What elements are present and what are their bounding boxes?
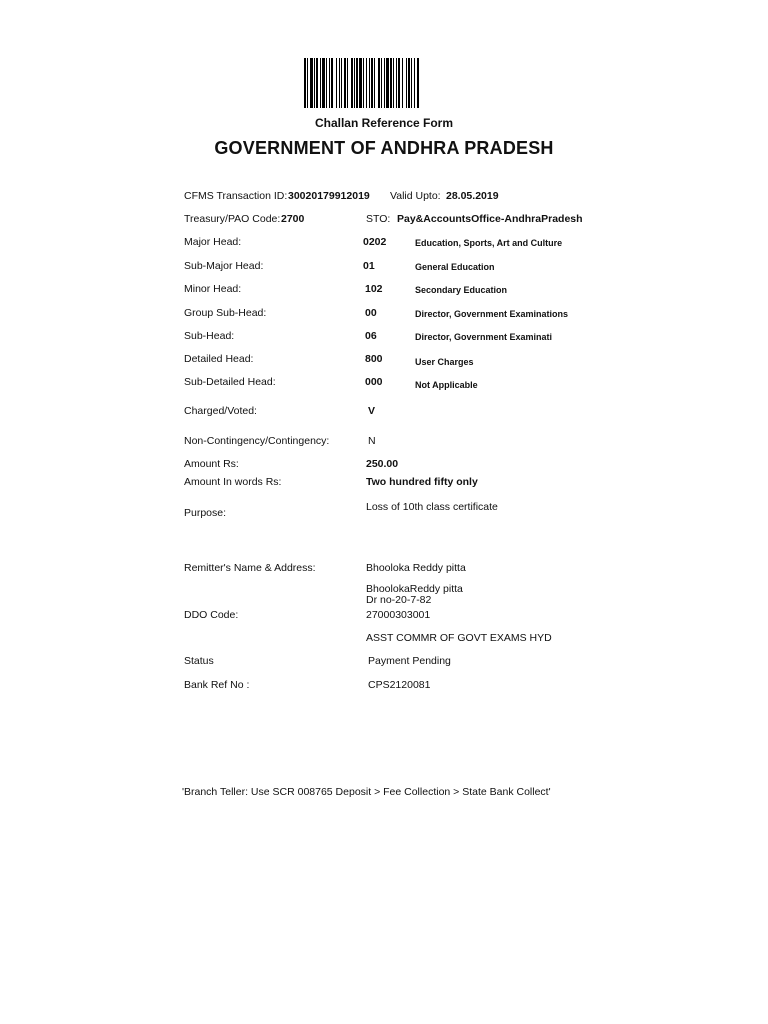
barcode-bar <box>307 58 308 108</box>
barcode-bar <box>402 58 403 108</box>
treasury-code-value: 2700 <box>281 213 305 225</box>
charged-voted-label: Charged/Voted: <box>184 405 257 417</box>
sub-major-head-desc: General Education <box>415 262 495 272</box>
amount-label: Amount Rs: <box>184 458 239 470</box>
bank-ref-value: CPS2120081 <box>368 679 431 691</box>
sub-major-head-code: 01 <box>363 260 375 272</box>
barcode-bar <box>386 58 389 108</box>
ddo-code-label: DDO Code: <box>184 609 239 621</box>
remitter-label: Remitter's Name & Address: <box>184 562 316 574</box>
sub-major-head-label: Sub-Major Head: <box>184 260 264 272</box>
sub-head-desc: Director, Government Examinati <box>415 332 553 342</box>
valid-upto-value: 28.05.2019 <box>446 190 499 202</box>
form-subtitle: Challan Reference Form <box>314 116 454 130</box>
bank-ref-label: Bank Ref No : <box>184 679 250 691</box>
detailed-head-label: Detailed Head: <box>184 353 254 365</box>
barcode-bar <box>356 58 358 108</box>
barcode-image <box>304 58 474 108</box>
sub-detailed-head-desc: Not Applicable <box>415 380 478 390</box>
footer-note: 'Branch Teller: Use SCR 008765 Deposit > Fee Collection > State Bank Collect' <box>182 786 551 798</box>
amount-value: 250.00 <box>366 458 399 470</box>
barcode-bar <box>371 58 373 108</box>
charged-voted-value: V <box>368 405 376 417</box>
barcode-bar <box>398 58 400 108</box>
barcode-bar <box>347 58 348 108</box>
sto-value: Pay&AccountsOffice-AndhraPradesh <box>397 213 583 225</box>
sub-detailed-head-label: Sub-Detailed Head: <box>184 376 276 388</box>
major-head-code: 0202 <box>363 236 387 248</box>
barcode-bar <box>359 58 362 108</box>
contingency-label: Non-Contingency/Contingency: <box>184 435 330 447</box>
barcode-bar <box>339 58 340 108</box>
page-title: GOVERNMENT OF ANDHRA PRADESH <box>214 138 554 158</box>
barcode-bar <box>396 58 397 108</box>
barcode-bar <box>344 58 346 108</box>
status-label: Status <box>184 655 214 667</box>
remitter-name: Bhooloka Reddy pitta <box>366 562 466 574</box>
group-sub-head-desc: Director, Government Examinations <box>415 309 569 319</box>
valid-upto-label: Valid Upto: <box>390 190 441 202</box>
group-sub-head-label: Group Sub-Head: <box>184 307 267 319</box>
barcode-bar <box>393 58 394 108</box>
ddo-code-value: 27000303001 <box>366 609 431 621</box>
barcode-bar <box>390 58 392 108</box>
barcode-bar <box>310 58 313 108</box>
barcode-bar <box>329 58 330 108</box>
barcode-bar <box>369 58 370 108</box>
cfms-transaction-label: CFMS Transaction ID: <box>184 190 288 202</box>
minor-head-code: 102 <box>365 283 383 295</box>
detailed-head-code: 800 <box>365 353 383 365</box>
detailed-head-desc: User Charges <box>415 357 474 367</box>
barcode-bar <box>336 58 337 108</box>
barcode-bar <box>320 58 321 108</box>
sub-head-code: 06 <box>365 330 377 342</box>
cfms-transaction-value: 30020179912019 <box>288 190 370 202</box>
barcode-bar <box>374 58 375 108</box>
group-sub-head-code: 00 <box>365 307 377 319</box>
barcode-bar <box>381 58 382 108</box>
minor-head-desc: Secondary Education <box>415 285 508 295</box>
remitter-address-line1: BhoolokaReddy pitta <box>366 583 463 595</box>
major-head-desc: Education, Sports, Art and Culture <box>415 238 563 248</box>
barcode-bar <box>363 58 364 108</box>
major-head-label: Major Head: <box>184 236 242 248</box>
barcode-bar <box>384 58 385 108</box>
minor-head-label: Minor Head: <box>184 283 242 295</box>
treasury-code-label: Treasury/PAO Code: <box>184 213 281 225</box>
barcode-bar <box>411 58 412 108</box>
barcode-bar <box>322 58 325 108</box>
barcode-bar <box>366 58 367 108</box>
sub-detailed-head-code: 000 <box>365 376 383 388</box>
barcode-bar <box>414 58 415 108</box>
barcode-bar <box>314 58 315 108</box>
barcode-bar <box>351 58 353 108</box>
barcode-bar <box>408 58 410 108</box>
remitter-address-line2: Dr no-20-7-82 <box>366 594 432 606</box>
sub-head-label: Sub-Head: <box>184 330 235 342</box>
sto-label: STO: <box>366 213 391 225</box>
barcode-bar <box>304 58 306 108</box>
status-value: Payment Pending <box>368 655 451 667</box>
barcode-bar <box>354 58 355 108</box>
barcode-bar <box>378 58 380 108</box>
barcode-bar <box>326 58 327 108</box>
barcode-bar <box>417 58 419 108</box>
amount-words-value: Two hundred fifty only <box>366 476 478 488</box>
contingency-value: N <box>368 435 376 447</box>
purpose-value: Loss of 10th class certificate <box>366 501 498 513</box>
barcode-bar <box>406 58 407 108</box>
ddo-name: ASST COMMR OF GOVT EXAMS HYD <box>366 632 552 644</box>
barcode-bar <box>316 58 318 108</box>
amount-words-label: Amount In words Rs: <box>184 476 282 488</box>
purpose-label: Purpose: <box>184 507 227 519</box>
barcode-bar <box>341 58 342 108</box>
barcode-bar <box>331 58 333 108</box>
